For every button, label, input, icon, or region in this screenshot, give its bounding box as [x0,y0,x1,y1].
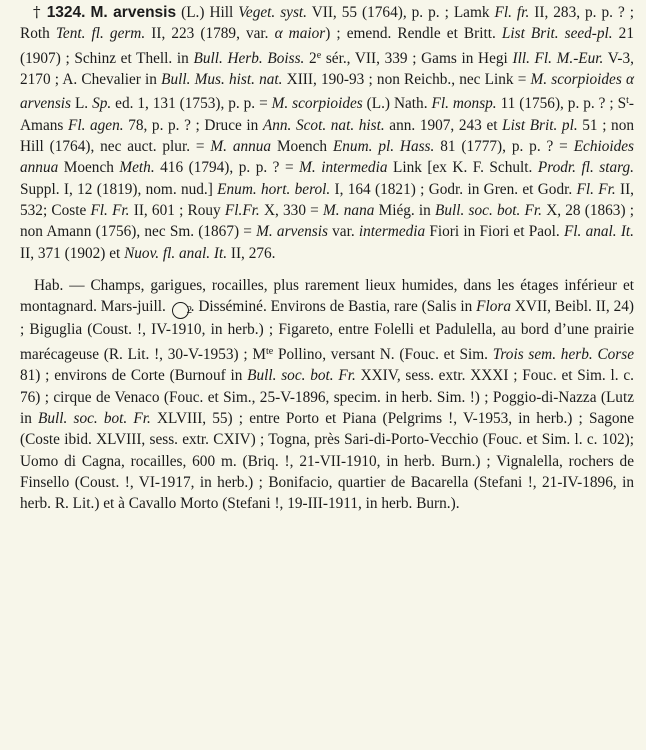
text-run: 21 (1907) ; Schinz et Thell. in [20,25,634,67]
italic-citation: M. scorpioides [271,95,363,113]
text-run: Moench [271,138,333,156]
species-entry [20,2,634,264]
text-run: ann. 1907, 243 et [384,116,503,134]
text-run: XIII, 190-93 ; non Reichb., nec Link = [282,71,531,89]
superscript: e [316,49,322,61]
italic-citation: intermedia [358,223,426,241]
superscript: te [266,345,274,357]
italic-citation: List Brit. seed-pl. [501,25,613,43]
italic-citation: M. nana [323,202,375,220]
text-run: ed. 1, 131 (1753), p. p. = [111,95,272,113]
text-run: Miég. in [374,202,436,220]
superscript: t [626,95,629,107]
text-run: Fiori in Fiori et Paol. [425,223,564,241]
italic-citation: Fl.Fr. [224,202,260,220]
text-run: Suppl. I, 12 (1819), nom. nud.] [20,180,218,198]
italic-citation: M. scorpioides α arvensis [20,71,634,113]
text-run: 51 ; non Hill (1764), nec auct. plur. = [20,116,635,156]
italic-citation: Fl. Fr. [576,180,616,198]
text-run: sér., VII, 339 ; Gams in Hegi [321,49,513,67]
italic-citation: Bull. Mus. hist. nat. [161,71,283,89]
text-run: 416 (1794), p. p. ? = [154,159,300,177]
italic-citation: Bull. Herb. Boiss. [193,49,305,67]
text-run: 81) ; environs de Corte (Burnouf in [20,367,248,385]
text-run: Moench [58,159,120,177]
italic-citation: M. arvensis [256,223,328,241]
italic-citation: Fl. Fr. [90,202,130,220]
synonymy-text [20,4,634,262]
species-number: 1324. [46,4,86,21]
text-run: 11 (1756), p. p. ? ; S [496,95,627,113]
text-run: II, 283, p. p. ? ; Roth [20,4,635,43]
text-run: Link [ex K. F. Schult. [387,159,538,177]
text-run: X, 28 (1863) ; non Amann (1756), nec Sm. (1867) = [20,202,635,241]
species-author: (L.) Hill [181,4,234,21]
cross-marker: † [33,3,42,21]
text-run: XXIV, sess. extr. XXXI ; Fouc. et Sim. l. c. 76) ; cirque de Venaco (Fouc. et Sim., 25-V-1896, specim. in herb. Sim. !) ; Poggio-di-Nazza (Lutz in [20,367,634,427]
text-run: -Amans [20,95,634,134]
text-run: II, 223 (1789, var. [145,25,275,43]
italic-citation: Fl. fr. [494,4,530,21]
italic-citation: Sp. [92,95,112,113]
text-run: 81 (1777), p. p. ? = [434,138,574,156]
text-run: var. [327,223,359,241]
text-run: X, 330 = [259,202,324,220]
italic-citation: M. annua [210,138,272,156]
text-run: II, 371 (1902) et [20,244,125,262]
italic-citation: Fl. monsp. [431,95,497,113]
text-run: XVII, Beibl. II, 24) ; Biguglia (Coust. !, IV-1910, in herb.) ; Figareto, entre Folelli et Padulella, au bord d’une prairie marécageuse (R. Lit. !, 30-V-1953) ; M [20,298,634,363]
text-run: Hab. — Champs, garigues, rocailles, plus rarement lieux humides, dans les étages inférieur et montagnard. Mars-juill. [20,277,634,316]
text-run: ) ; emend. Rendle et Britt. [325,25,502,43]
italic-citation: Ann. Scot. nat. hist. [262,116,385,134]
italic-citation: Trois sem. herb. Corse [492,345,634,363]
italic-citation: Bull. soc. bot. Fr. [435,202,542,220]
italic-citation: Ill. Fl. M.-Eur. [512,49,604,67]
italic-citation: Bull. soc. bot. Fr. [247,367,356,385]
species-name: M. arvensis [90,4,177,21]
text-run: VII, 55 (1764), p. p. ; Lamk [306,4,495,21]
text-run: (L.) Nath. [362,95,432,113]
text-run: II, 601 ; Rouy [129,202,225,220]
italic-citation: Meth. [119,159,155,177]
text-run: . Disséminé. Environs de Bastia, rare (Salis in [190,298,477,316]
text-run: Pollino, versant N. (Fouc. et Sim. [273,345,493,363]
italic-citation: Veget. syst. [238,4,307,21]
italic-citation: Enum. hort. berol. [217,180,331,198]
italic-citation: Tent. fl. germ. [55,25,146,43]
text-run: V-3, 2170 ; A. Chevalier in [20,49,634,89]
biennial-symbol: 2 [172,302,189,319]
text-run: L. [71,95,93,113]
italic-citation: List Brit. pl. [502,116,578,134]
text-run: II, 276. [227,244,276,262]
italic-citation: α maior [274,25,326,43]
text-run: I, 164 (1821) ; Godr. in Gren. et Godr. [330,180,577,198]
italic-citation: Fl. agen. [67,116,124,134]
italic-citation: Prodr. fl. starg. [537,159,634,177]
text-run: 2 [304,49,317,67]
italic-citation: M. intermedia [299,159,388,177]
text-run: XLVIII, 55) ; entre Porto et Piana (Pelgrims !, V-1953, in herb.) ; Sagone (Coste ibid. XLVIII, sess. extr. CXIV) ; Togna, près Sari-di-Porto-Vecchio (Fouc. et Sim. l. c. 102); Uomo di Cagna, rocailles, 600 m. (Briq. !, 21-VII-1910, in herb. Burn.) ; Vignalella, rochers de Finsello (Coust. !, VI-1917, in herb.) ; Bonifacio, quartier de Bacarella (Stefani !, 21-IV-1896, in herb. R. Lit.) et à Cavallo Morto (Stefani !, 19-III-1911, in herb. Burn.). [20,409,634,513]
text-run: II, 532; Coste [20,180,635,220]
text-run: 78, p. p. ? ; Druce in [123,116,263,134]
italic-citation: Nuov. fl. anal. It. [124,244,228,262]
italic-citation: Enum. pl. Hass. [332,138,435,156]
italic-citation: Bull. soc. bot. Fr. [38,409,151,427]
habitat-paragraph [20,275,634,514]
italic-citation: Flora [476,298,511,316]
italic-citation: Echioides annua [20,138,635,177]
italic-citation: Fl. anal. It. [563,223,634,241]
